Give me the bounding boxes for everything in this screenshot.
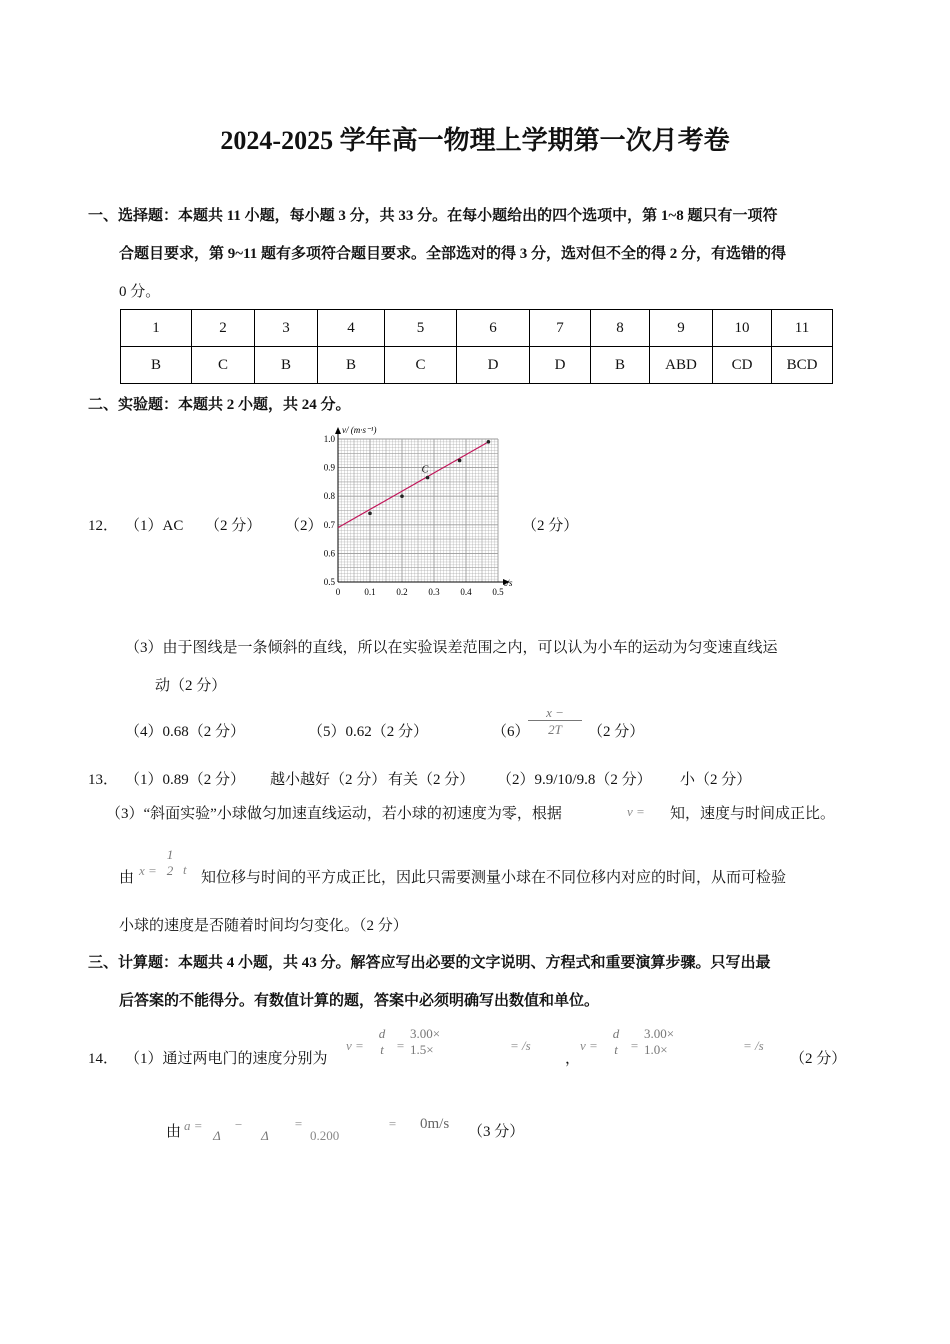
table-cell: B <box>591 347 650 384</box>
table-cell: 1 <box>121 310 192 347</box>
q13-number: 13． <box>88 772 119 788</box>
table-cell: 5 <box>385 310 457 347</box>
x-tick-label: 0.5 <box>492 587 504 597</box>
table-cell: 8 <box>591 310 650 347</box>
table-cell: CD <box>713 347 772 384</box>
section1-line2: 合题目要求，第 9~11 题有多项符合题目要求。全部选对的得 3 分，选对但不全的得 2 分，有选错的得 <box>119 246 786 262</box>
y-axis-arrow <box>335 427 341 434</box>
q13-line2-text-end: 知，速度与时间成正比。 <box>670 806 836 822</box>
q14-line2-score: （3 分） <box>468 1124 525 1140</box>
fraction <box>258 1113 272 1143</box>
fraction-numerator: d <box>378 1026 386 1041</box>
section1-line1: 一、选择题：本题共 11 小题，每小题 3 分，共 33 分。在每小题给出的四个选项中，第 1~8 题只有一项符 <box>88 208 778 224</box>
fraction-numerator: x − <box>546 705 564 720</box>
q13-line1-part: 小（2 分） <box>680 772 752 788</box>
fraction <box>210 1113 224 1143</box>
fraction-denominator: 2 <box>166 863 174 878</box>
q14-v2-label: v = <box>580 1038 598 1053</box>
q13-line3-fraction <box>164 848 176 878</box>
section1-line3: 0 分。 <box>119 284 161 300</box>
q12-part3-line1: （3）由于图线是一条倾斜的直线，所以在实验误差范围之内，可以认为小车的运动为匀变速直线运 <box>125 640 778 656</box>
data-point <box>458 459 462 463</box>
q14-a-equals: = <box>294 1116 303 1131</box>
q14-v1-equals: = <box>396 1038 405 1053</box>
fraction-denominator: Δ <box>213 1128 221 1143</box>
table-cell: 3 <box>255 310 318 347</box>
table-cell: D <box>457 347 530 384</box>
table-cell: 6 <box>457 310 530 347</box>
q12-part4: （4）0.68（2 分） <box>125 724 246 740</box>
q14-a-fraction1 <box>210 1113 224 1143</box>
q13-line2-formula: v = <box>627 804 645 819</box>
velocity-time-chart <box>318 420 528 600</box>
q14-v1-label: v = <box>346 1038 364 1053</box>
x-axis-label: t/s <box>504 578 513 588</box>
q13-line3-variable: t <box>183 862 187 877</box>
q12-part6-label: （6） <box>492 724 530 740</box>
fraction-numerator: 3.00× <box>410 1026 441 1041</box>
q14-v2-equals: = <box>630 1038 639 1053</box>
data-point <box>426 476 430 480</box>
x-tick-label: 0 <box>335 587 341 597</box>
table-cell: B <box>255 347 318 384</box>
fraction-denominator: 1.5× <box>410 1042 434 1057</box>
q14-line1-score: （2 分） <box>790 1051 847 1067</box>
fraction-numerator: 3.00× <box>644 1026 675 1041</box>
q14-comma: ， <box>565 1051 581 1067</box>
q12-part6-score: （2 分） <box>588 724 645 740</box>
x-tick-label: 0.2 <box>396 587 408 597</box>
data-point <box>487 440 491 444</box>
answer-table <box>120 309 833 384</box>
q14-a-denominator: 0.200 <box>310 1128 340 1143</box>
q14-line2-prefix: 由 <box>166 1124 182 1140</box>
q14-v2-result: = /s <box>743 1038 764 1053</box>
q14-v2-ratio <box>608 1027 624 1057</box>
fraction-denominator: 1.0× <box>644 1042 668 1057</box>
fraction <box>410 1027 500 1057</box>
x-tick-label: 0.4 <box>460 587 472 597</box>
q14-number: 14． <box>88 1051 119 1067</box>
q14-a-fraction2 <box>258 1113 272 1143</box>
section2-heading: 二、实验题：本题共 2 小题，共 24 分。 <box>88 397 351 413</box>
fraction <box>374 1027 390 1057</box>
table-cell: BCD <box>772 347 833 384</box>
q13-line2-text: （3）“斜面实验”小球做匀加速直线运动，若小球的初速度为零，根据 <box>106 806 562 822</box>
fraction <box>528 706 582 737</box>
section3-line1: 三、计算题：本题共 4 小题，共 43 分。解答应写出必要的文字说明、方程式和重要演算步骤。只写出最 <box>88 955 771 971</box>
q13-line1-part: （2）9.9/10/9.8（2 分） <box>497 772 652 788</box>
y-tick-label: 0.8 <box>323 491 335 502</box>
section3-line2: 后答案的不能得分。有数值计算的题，答案中必须明确写出数值和单位。 <box>119 993 600 1009</box>
q13-line4: 小球的速度是否随着时间均匀变化。（2 分） <box>119 918 408 934</box>
table-cell: 9 <box>650 310 713 347</box>
fraction-numerator: d <box>612 1026 620 1041</box>
y-tick-label: 0.7 <box>323 519 335 530</box>
q14-a-result-equals: = <box>388 1116 397 1131</box>
q12-part3-line2: 动（2 分） <box>155 678 227 694</box>
q14-line1-text: （1）通过两电门的速度分别为 <box>125 1051 328 1067</box>
table-cell: 11 <box>772 310 833 347</box>
q13-line1-part: 越小越好（2 分） <box>270 772 387 788</box>
data-point <box>368 512 372 516</box>
table-cell: 4 <box>318 310 385 347</box>
table-cell: D <box>530 347 591 384</box>
q12-part2-score: （2 分） <box>522 518 579 534</box>
x-tick-label: 0.1 <box>364 587 376 597</box>
fraction-numerator <box>258 1113 272 1127</box>
q12-part5: （5）0.62（2 分） <box>308 724 429 740</box>
q14-a-result: 0m/s <box>420 1116 450 1132</box>
q14-v1-values <box>410 1027 500 1057</box>
q12-number: 12． <box>88 518 119 534</box>
q14-v1-ratio <box>374 1027 390 1057</box>
y-tick-label: 0.5 <box>323 577 335 587</box>
table-cell: 2 <box>192 310 255 347</box>
fraction-numerator: 1 <box>166 847 174 862</box>
page-title: 2024-2025 学年高一物理上学期第一次月考卷 <box>220 126 730 155</box>
table-cell: B <box>121 347 192 384</box>
table-cell: ABD <box>650 347 713 384</box>
point-label: C <box>421 464 429 476</box>
fraction <box>164 848 176 878</box>
q14-a-minus: − <box>234 1117 243 1132</box>
table-cell: 7 <box>530 310 591 347</box>
y-axis-label: v/ (m·s⁻¹) <box>342 425 377 435</box>
data-point <box>400 494 404 498</box>
q13-line1-part: （1）0.89（2 分） <box>125 772 246 788</box>
fraction <box>608 1027 624 1057</box>
fraction-denominator: t <box>380 1042 384 1057</box>
x-tick-label: 0.3 <box>428 587 440 597</box>
y-tick-label: 1.0 <box>323 434 335 444</box>
fraction-denominator: Δ <box>261 1128 269 1143</box>
table-cell: 10 <box>713 310 772 347</box>
table-cell: B <box>318 347 385 384</box>
q13-line3-text: 知位移与时间的平方成正比，因此只需要测量小球在不同位移内对应的时间，从而可检验 <box>201 870 787 886</box>
answer-table-number-row <box>121 310 833 347</box>
q12-part1: （1）AC <box>125 518 184 534</box>
q12-part2: （2） <box>285 518 323 534</box>
q14-v1-result: = /s <box>510 1038 531 1053</box>
fraction-denominator: t <box>614 1042 618 1057</box>
q14-v2-values <box>644 1027 734 1057</box>
q14-a-label: a = <box>184 1118 203 1133</box>
y-tick-label: 0.6 <box>323 548 335 559</box>
fraction <box>644 1027 734 1057</box>
fraction-denominator: 2T <box>528 720 582 737</box>
answer-table-answer-row <box>121 347 833 384</box>
q13-line1-part: 有关（2 分） <box>388 772 475 788</box>
q12-part6-formula <box>528 706 582 737</box>
fraction-numerator <box>210 1113 224 1127</box>
y-tick-label: 0.9 <box>323 462 335 473</box>
table-cell: C <box>192 347 255 384</box>
table-cell: C <box>385 347 457 384</box>
q12-part1-score: （2 分） <box>205 518 262 534</box>
q13-line3-prefix: 由 <box>119 870 135 886</box>
q13-line3-formula: x = <box>139 863 157 878</box>
